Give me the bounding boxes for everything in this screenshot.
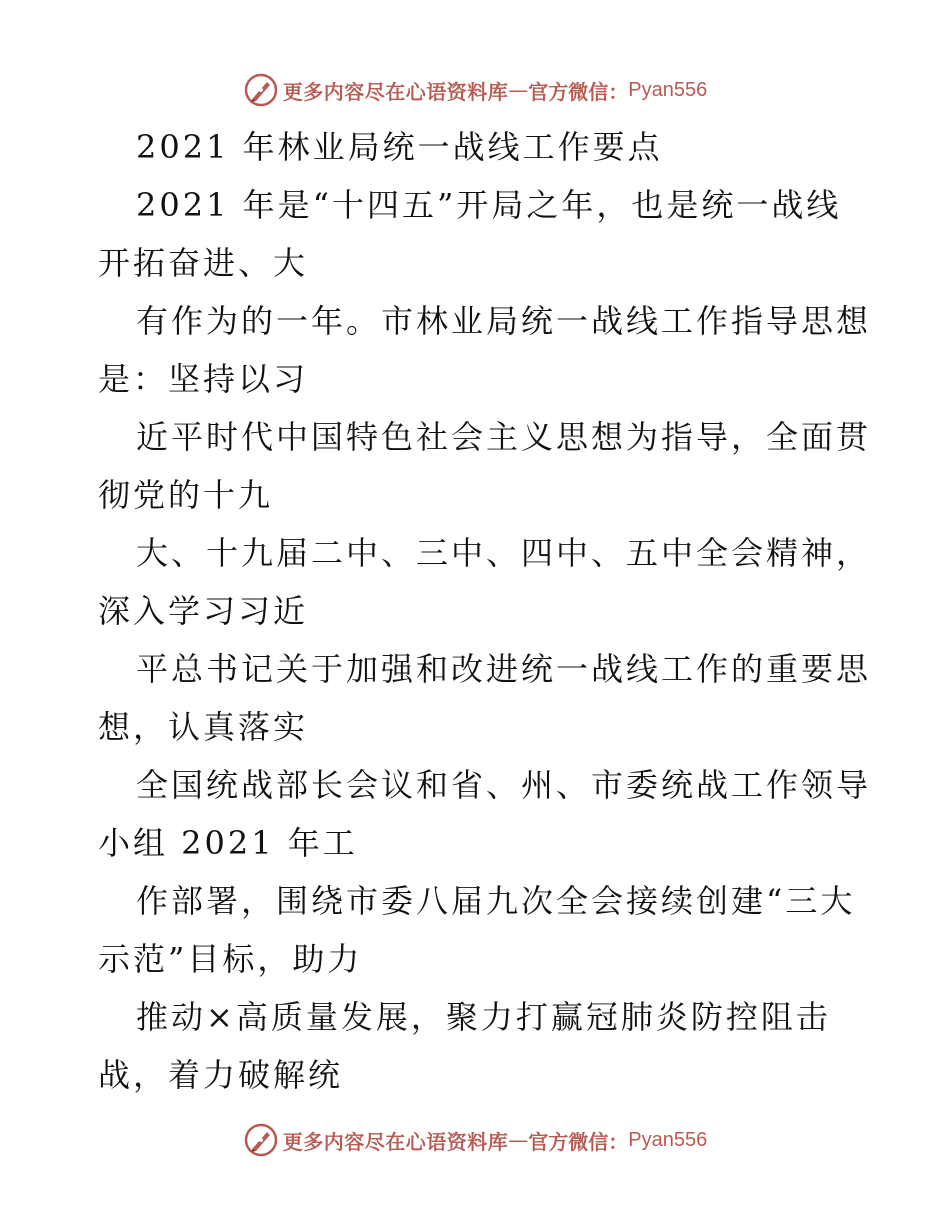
- text-line: 2021 年林业局统一战线工作要点: [136, 128, 663, 166]
- watermark-text: 更多内容尽在心语资料库: [282, 79, 509, 104]
- text-line: 全国统战部长会议和省、州、市委统战工作领导: [136, 766, 872, 804]
- pen-logo-icon: [243, 1122, 279, 1158]
- text-line: 战，着力破解统: [98, 1056, 344, 1094]
- watermark-text: 更多内容尽在心语资料库: [282, 1129, 509, 1154]
- text-line: 开拓奋进、大: [98, 244, 309, 282]
- document-body: [98, 118, 872, 1104]
- watermark-separator: —: [508, 78, 529, 102]
- text-line: 2021 年是“十四五”开局之年，也是统一战线: [136, 186, 842, 224]
- text-line: 推动×高质量发展，聚力打赢冠肺炎防控阻击: [136, 998, 831, 1036]
- watermark-wechat-id: Pyan556: [628, 78, 708, 101]
- watermark-wechat-label: 官方微信：: [528, 79, 629, 104]
- watermark-banner-bottom: [0, 1120, 950, 1160]
- text-line: 大、十九届二中、三中、四中、五中全会精神，: [136, 534, 872, 572]
- watermark-separator: —: [508, 1128, 529, 1152]
- text-line: 是：坚持以习: [98, 360, 309, 398]
- text-line: 作部署，围绕市委八届九次全会接续创建“三大: [136, 882, 856, 920]
- text-line: 深入学习习近: [98, 592, 309, 630]
- text-line: 有作为的一年。市林业局统一战线工作指导思想: [136, 302, 872, 340]
- text-line: 示范”目标，助力: [98, 940, 363, 978]
- text-line: 小组 2021 年工: [98, 824, 358, 862]
- text-line: 想，认真落实: [98, 708, 309, 746]
- watermark-wechat-label: 官方微信：: [528, 1129, 629, 1154]
- text-line: 彻党的十九: [98, 476, 274, 514]
- watermark-wechat-id: Pyan556: [628, 1128, 708, 1151]
- text-line: 近平时代中国特色社会主义思想为指导，全面贯: [136, 418, 872, 456]
- text-line: 平总书记关于加强和改进统一战线工作的重要思: [136, 650, 872, 688]
- pen-logo-icon: [243, 72, 279, 108]
- watermark-banner-top: [0, 70, 950, 110]
